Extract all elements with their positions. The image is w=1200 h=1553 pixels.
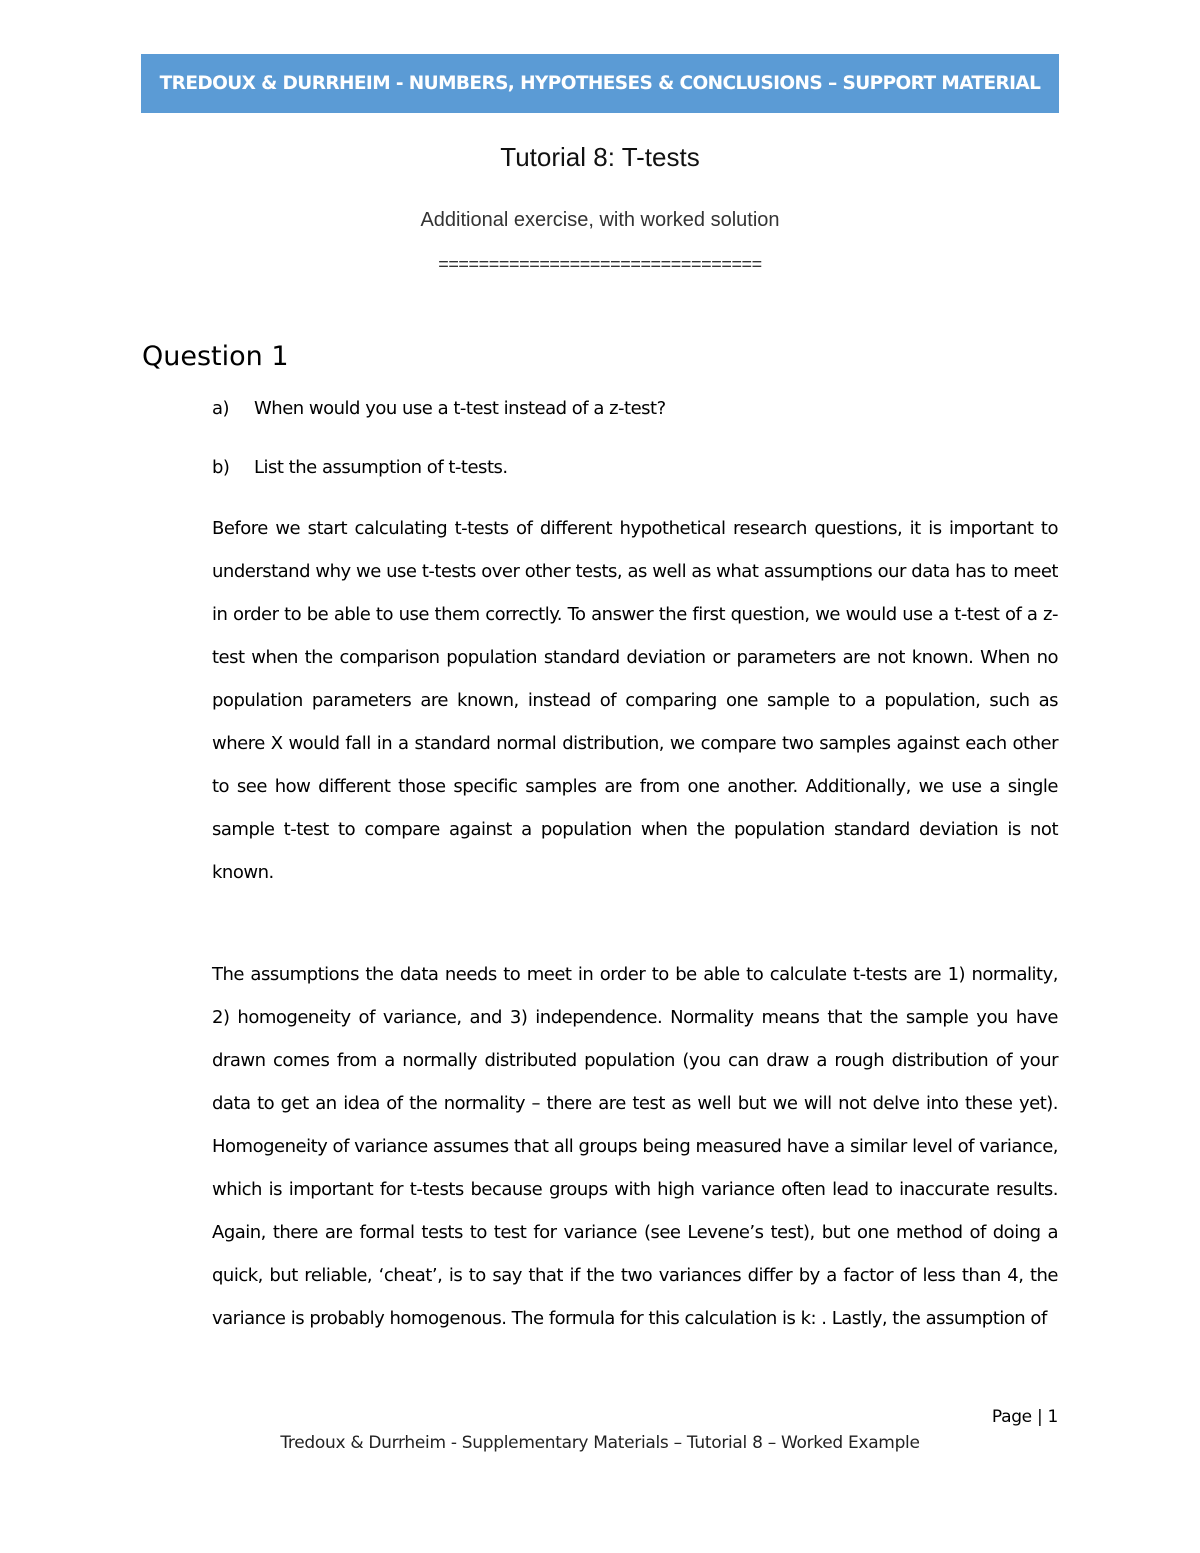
question-item-b bbox=[212, 457, 508, 478]
header-banner-text: TREDOUX & DURRHEIM - NUMBERS, HYPOTHESES & CONCLUSIONS – SUPPORT MATERIAL bbox=[159, 73, 1041, 94]
footer-text: Tredoux & Durrheim - Supplementary Materials – Tutorial 8 – Worked Example bbox=[280, 1433, 920, 1453]
document-subtitle: Additional exercise, with worked solution bbox=[420, 209, 780, 231]
question-text: When would you use a t-test instead of a z-test? bbox=[254, 398, 666, 419]
list-marker: b) bbox=[212, 457, 230, 478]
answer-paragraph-2: The assumptions the data needs to meet in order to be able to calculate t-tests are 1) normality, 2) homogeneity of variance, and 3) independence. Normality means that the sample you have drawn comes from a normally distributed population (you can draw a rough distribution of your data to get an idea of the normality – there are test as well but we will not delve into these yet). Homogeneity of variance assumes that all groups being measured have a similar level of variance, which is important for t-tests because groups with high variance often lead to inaccurate results. Again, there are formal tests to test for variance (see Levene’s test), but one method of doing a quick, but reliable, ‘cheat’, is to say that if the two variances differ by a factor of less than 4, the variance is probably homogenous. The formula for this calculation is k: . Lastly, the assumption of bbox=[212, 964, 1058, 1329]
question-heading: Question 1 bbox=[142, 341, 289, 372]
page-number: Page | 1 bbox=[991, 1407, 1058, 1427]
question-text: List the assumption of t-tests. bbox=[254, 457, 508, 478]
question-item-a bbox=[212, 398, 666, 419]
list-marker: a) bbox=[212, 398, 230, 419]
document-title: Tutorial 8: T-tests bbox=[500, 142, 700, 172]
answer-paragraph-1: Before we start calculating t-tests of different hypothetical research questions, it is important to understand why we use t-tests over other tests, as well as what assumptions our data has to meet in order to be able to use them correctly. To answer the first question, we would use a t-test of a z-test when the comparison population standard deviation or parameters are not known. When no population parameters are known, instead of comparing one sample to a population, such as where X would fall in a standard normal distribution, we compare two samples against each other to see how different those specific samples are from one another. Additionally, we use a single sample t-test to compare against a population when the population standard deviation is not known. bbox=[212, 518, 1058, 883]
separator-line: ================================ bbox=[438, 254, 762, 274]
header-banner bbox=[141, 54, 1059, 113]
